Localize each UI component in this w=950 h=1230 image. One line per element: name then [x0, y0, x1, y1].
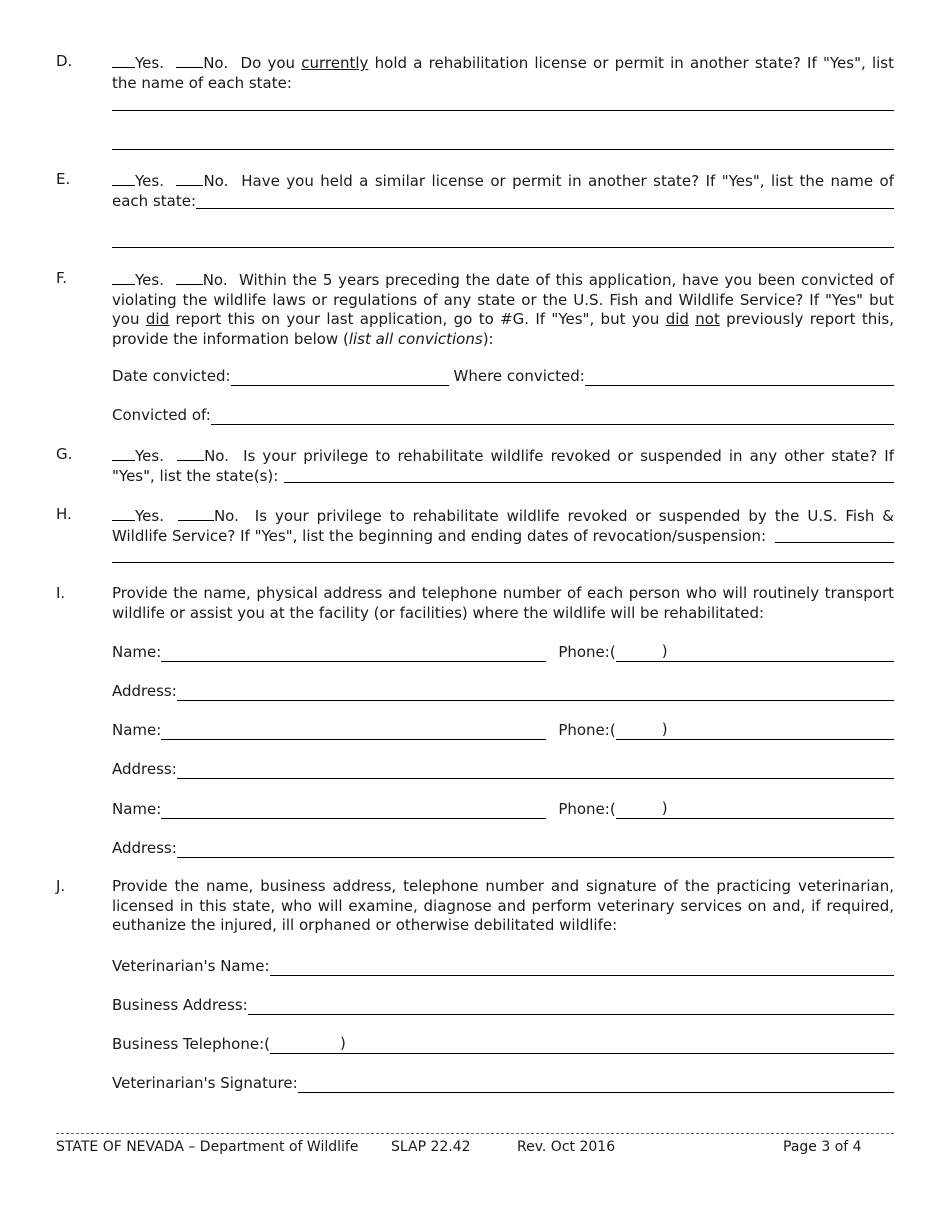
yes-blank-h[interactable] [112, 505, 135, 521]
yes-blank-g[interactable] [112, 445, 135, 461]
no-blank-h[interactable] [178, 505, 214, 521]
page-footer [56, 1138, 894, 1158]
person-3-phone-field[interactable] [668, 802, 894, 819]
person-1-address-field[interactable] [177, 684, 894, 701]
e-answer-line-1[interactable] [196, 208, 894, 209]
question-h: Yes. No. Is your privilege to rehabilitate wildlife revoked or suspended by the U.S. Fish & Wildlife Service? If "Yes", list the beginning and ending dates of revocation/suspension: [112, 507, 894, 545]
f-date-where-row [112, 366, 894, 386]
question-g: Yes. No. Is your privilege to rehabilitate wildlife revoked or suspended in any other state? If "Yes", list the state(s): [112, 447, 894, 485]
f-convicted-of-row [112, 405, 894, 425]
emphasis-currently: currently [301, 54, 369, 72]
no-blank-d[interactable] [176, 52, 203, 68]
h-answer-line-1[interactable] [775, 542, 894, 543]
footer-divider [56, 1133, 894, 1134]
person-1-row: Name: Phone:( ) [112, 642, 894, 662]
vet-signature-row [112, 1073, 894, 1093]
yes-blank-f[interactable] [112, 269, 135, 285]
date-convicted-field[interactable] [231, 369, 449, 386]
date-convicted-label: Date convicted: [112, 366, 231, 385]
person-2-address-field[interactable] [177, 762, 894, 779]
item-letter-f: F. [56, 269, 67, 287]
footer-page-number: Page 3 of 4 [783, 1139, 862, 1155]
d-answer-line-1[interactable] [112, 110, 894, 111]
address-label: Address: [112, 838, 177, 857]
name-label: Name: [112, 720, 162, 739]
d-answer-line-2[interactable] [112, 149, 894, 150]
business-address-label: Business Address: [112, 995, 248, 1014]
phone-label: Phone:( [558, 799, 616, 818]
yes-label: Yes. [135, 54, 164, 72]
item-letter-g: G. [56, 445, 73, 463]
question-f: Yes. No. Within the 5 years preceding the date of this application, have you been convicted of violating the wildlife laws or regulations of any state or the U.S. Fish and Wildlife Service? If "Yes" but you did report this on your last application, go to #G. If "Yes", but you did not previously report this, provide the information below (list all convictions): [112, 271, 894, 348]
business-area-code-field[interactable] [270, 1037, 340, 1054]
item-letter-d: D. [56, 52, 73, 70]
person-3-area-code-field[interactable] [616, 802, 662, 819]
question-e: Yes. No. Have you held a similar license or permit in another state? If "Yes", list the name of each state: [112, 172, 894, 210]
business-phone-label: Business Telephone:( [112, 1034, 270, 1053]
person-1-address-row [112, 681, 894, 701]
vet-signature-field[interactable] [298, 1076, 894, 1093]
business-phone-row: Business Telephone:( ) [112, 1034, 894, 1054]
yes-blank-d[interactable] [112, 52, 135, 68]
footer-agency: STATE OF NEVADA – Department of Wildlife [56, 1139, 359, 1155]
person-1-name-field[interactable] [161, 645, 546, 662]
question-j: Provide the name, business address, telephone number and signature of the practicing veterinarian, licensed in this state, who will examine, diagnose and perform veterinary services on and, if required, euthanize the injured, ill orphaned or otherwise debilitated wildlife: [112, 877, 894, 934]
name-label: Name: [112, 799, 162, 818]
question-d: Yes. No. Do you currently hold a rehabilitation license or permit in another state? If "Yes", list the name of each state: [112, 54, 894, 92]
person-2-name-field[interactable] [161, 723, 546, 740]
person-3-row: Name: Phone:( ) [112, 799, 894, 819]
where-convicted-label: Where convicted: [453, 366, 585, 385]
business-phone-field[interactable] [346, 1037, 894, 1054]
item-letter-e: E. [56, 170, 71, 188]
no-blank-f[interactable] [176, 269, 203, 285]
vet-name-label: Veterinarian's Name: [112, 956, 270, 975]
item-letter-h: H. [56, 505, 72, 523]
item-letter-j: J. [56, 877, 66, 895]
person-3-name-field[interactable] [161, 802, 546, 819]
person-2-row: Name: Phone:( ) [112, 720, 894, 740]
footer-form-number: SLAP 22.42 [391, 1139, 471, 1155]
h-answer-line-2[interactable] [112, 562, 894, 563]
name-label: Name: [112, 642, 162, 661]
business-address-field[interactable] [248, 998, 894, 1015]
business-address-row [112, 995, 894, 1015]
person-2-address-row [112, 759, 894, 779]
vet-signature-label: Veterinarian's Signature: [112, 1073, 298, 1092]
no-blank-g[interactable] [177, 445, 204, 461]
where-convicted-field[interactable] [585, 369, 894, 386]
question-i: Provide the name, physical address and telephone number of each person who will routinely transport wildlife or assist you at the facility (or facilities) where the wildlife will be rehabilitated: [112, 584, 894, 622]
item-letter-i: I. [56, 584, 66, 602]
person-1-area-code-field[interactable] [616, 645, 662, 662]
person-3-address-row [112, 838, 894, 858]
address-label: Address: [112, 681, 177, 700]
person-2-area-code-field[interactable] [616, 723, 662, 740]
vet-name-field[interactable] [270, 959, 894, 976]
phone-label: Phone:( [558, 720, 616, 739]
convicted-of-field[interactable] [211, 408, 894, 425]
yes-blank-e[interactable] [112, 170, 135, 186]
vet-name-row [112, 956, 894, 976]
footer-revision: Rev. Oct 2016 [517, 1139, 616, 1155]
person-1-phone-field[interactable] [668, 645, 894, 662]
no-blank-e[interactable] [176, 170, 203, 186]
phone-label: Phone:( [558, 642, 616, 661]
person-3-address-field[interactable] [177, 841, 894, 858]
person-2-phone-field[interactable] [668, 723, 894, 740]
no-label: No. [203, 54, 229, 72]
e-answer-line-2[interactable] [112, 247, 894, 248]
address-label: Address: [112, 759, 177, 778]
convicted-of-label: Convicted of: [112, 405, 211, 424]
g-answer-line[interactable] [284, 482, 894, 483]
